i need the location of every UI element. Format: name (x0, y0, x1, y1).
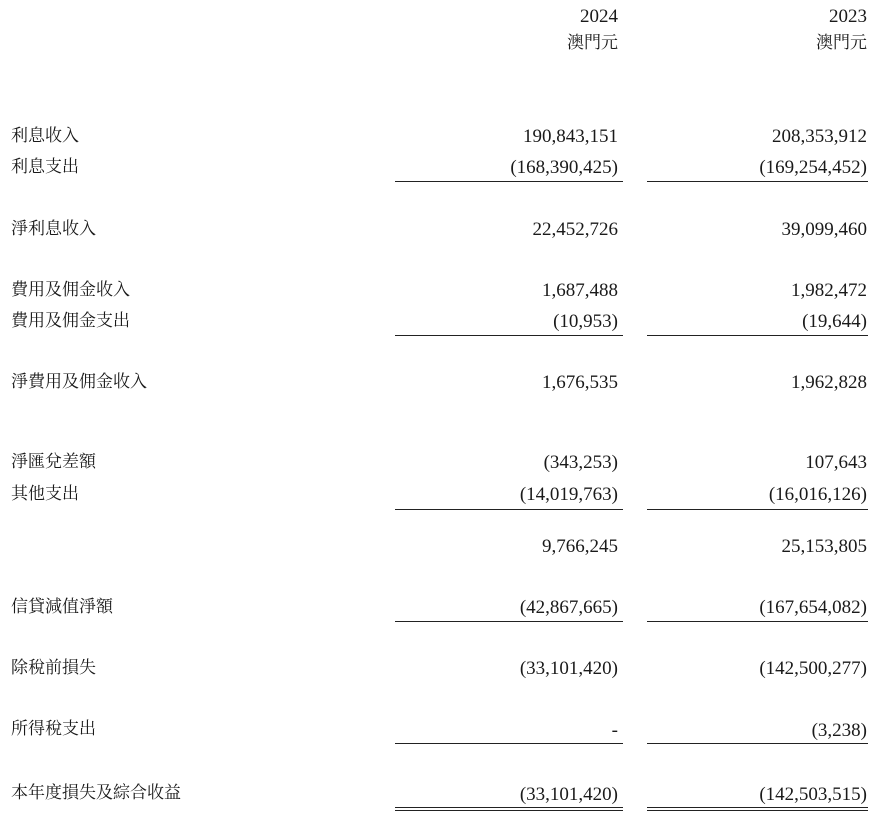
row-label-loss-before-tax: 除稅前損失 (11, 658, 96, 678)
total-double-rule (395, 807, 623, 811)
subtotal-rule (395, 335, 623, 336)
subtotal-rule (395, 181, 623, 182)
value-2024-fee-income: 1,687,488 (542, 280, 618, 301)
currency-label: 澳門元 (567, 33, 618, 53)
subtotal-rule (647, 743, 868, 744)
row-label-fee-income: 費用及佣金收入 (11, 280, 130, 300)
value-2024-loss-for-year: (33,101,420) (519, 784, 618, 805)
value-2023-loss-for-year: (142,503,515) (759, 784, 867, 805)
value-2024-net-interest-income: 22,452,726 (532, 219, 618, 240)
value-2023-fee-income: 1,982,472 (791, 280, 867, 301)
subtotal-rule (647, 335, 868, 336)
row-label-interest-income: 利息收入 (11, 126, 79, 146)
value-2024-income-tax: - (611, 720, 618, 741)
row-label-net-interest-income: 淨利息收入 (11, 219, 96, 239)
value-2023-net-fee-income: 1,962,828 (791, 372, 867, 393)
row-label-loss-for-year: 本年度損失及綜合收益 (11, 783, 181, 803)
row-label-net-fx-difference: 淨匯兌差額 (11, 452, 96, 472)
value-2023-net-fx-difference: 107,643 (805, 452, 867, 473)
value-2024-net-fx-difference: (343,253) (543, 452, 618, 473)
subtotal-rule (395, 743, 623, 744)
value-2024-other-expenses: (14,019,763) (519, 484, 618, 505)
value-2023-interest-expense: (169,254,452) (759, 157, 867, 178)
subtotal-rule (395, 621, 623, 622)
value-2023-income-tax: (3,238) (811, 720, 867, 741)
value-2024-fee-expense: (10,953) (553, 311, 618, 332)
row-label-net-fee-income: 淨費用及佣金收入 (11, 372, 147, 392)
value-2024-loss-before-tax: (33,101,420) (519, 658, 618, 679)
value-2023-credit-impairment: (167,654,082) (759, 597, 867, 618)
value-2023-other-expenses: (16,016,126) (768, 484, 867, 505)
value-2024-credit-impairment: (42,867,665) (519, 597, 618, 618)
value-2024-subtotal: 9,766,245 (542, 536, 618, 557)
row-label-income-tax: 所得稅支出 (11, 719, 96, 739)
value-2023-subtotal: 25,153,805 (781, 536, 867, 557)
row-label-interest-expense: 利息支出 (11, 157, 79, 177)
subtotal-rule (647, 621, 868, 622)
row-label-fee-expense: 費用及佣金支出 (11, 311, 130, 331)
value-2024-interest-expense: (168,390,425) (510, 157, 618, 178)
year-label: 2023 (829, 6, 867, 27)
value-2024-net-fee-income: 1,676,535 (542, 372, 618, 393)
subtotal-rule (647, 181, 868, 182)
row-label-other-expenses: 其他支出 (11, 484, 79, 504)
value-2023-loss-before-tax: (142,500,277) (759, 658, 867, 679)
currency-label: 澳門元 (816, 33, 867, 53)
value-2023-interest-income: 208,353,912 (772, 126, 867, 147)
year-label: 2024 (580, 6, 618, 27)
row-label-credit-impairment: 信貸減值淨額 (11, 597, 113, 617)
subtotal-rule (395, 509, 623, 510)
value-2023-net-interest-income: 39,099,460 (781, 219, 867, 240)
value-2024-interest-income: 190,843,151 (523, 126, 618, 147)
total-double-rule (647, 807, 868, 811)
subtotal-rule (647, 509, 868, 510)
column-header-2023 (816, 4, 867, 56)
column-header-2024 (567, 4, 618, 56)
value-2023-fee-expense: (19,644) (802, 311, 867, 332)
